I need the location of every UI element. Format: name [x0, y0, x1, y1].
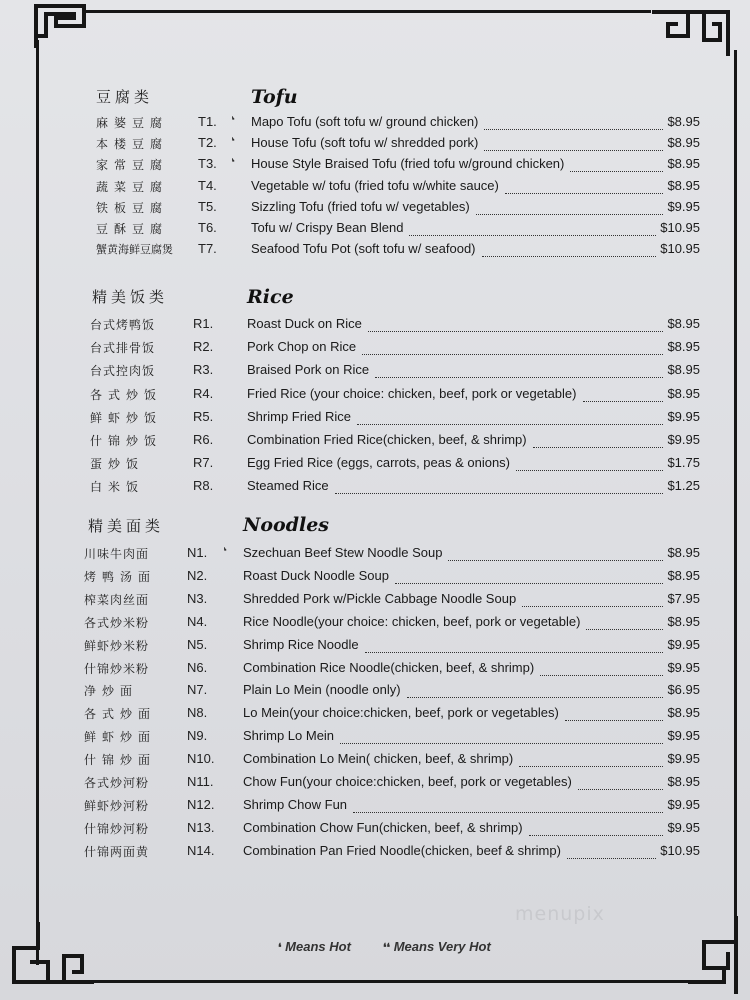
- legend-very-hot: [383, 939, 491, 954]
- leader-dots: [375, 376, 663, 378]
- menu-item: [0, 455, 750, 477]
- item-name: Combination Chow Fun(chicken, beef, & shrimp): [243, 819, 523, 835]
- hot-pepper-icon: ❛: [222, 545, 230, 559]
- item-code: R4.: [193, 385, 214, 401]
- item-name: Combination Rice Noodle(chicken, beef, & shrimp): [243, 659, 535, 675]
- item-code: N5.: [187, 636, 208, 652]
- leader-dots: [395, 582, 663, 584]
- item-price: $8.95: [667, 567, 700, 583]
- item-price: $8.95: [667, 339, 700, 355]
- item-price: $9.95: [667, 408, 700, 424]
- section-title-tofu: Tofu: [251, 86, 298, 108]
- item-name-cn: 什锦炒面: [84, 753, 157, 768]
- item-price: $8.95: [667, 774, 700, 789]
- item-name: Rice Noodle(your choice: chicken, beef, pork or vegetable): [243, 613, 581, 629]
- item-code: R3.: [193, 362, 214, 378]
- menu-item: [0, 545, 750, 567]
- item-name-cn: 台式排骨饭: [90, 341, 156, 356]
- item-name-cn: 什锦两面黄: [84, 844, 150, 859]
- item-code: N9.: [187, 728, 208, 744]
- item-price: $9.95: [667, 728, 700, 744]
- section-title-cn: 精美面类: [88, 517, 165, 535]
- item-code: R8.: [193, 478, 214, 494]
- item-name: Tofu w/ Crispy Bean Blend: [251, 220, 404, 235]
- item-code: N2.: [187, 567, 208, 583]
- item-name: Roast Duck Noodle Soup: [243, 567, 389, 583]
- section-title-noodles: Noodles: [243, 514, 330, 536]
- border-bottom: [86, 980, 706, 983]
- watermark: menupix: [515, 903, 605, 925]
- menu-item: [0, 241, 750, 263]
- item-name-cn: 各式炒饭: [90, 387, 163, 402]
- leader-dots: [409, 234, 656, 236]
- leader-dots: [484, 149, 663, 151]
- item-name: Roast Duck on Rice: [247, 316, 362, 331]
- item-name-cn: 白米饭: [90, 480, 145, 495]
- item-code: N10.: [187, 751, 215, 767]
- menu-item: [0, 316, 750, 338]
- item-name: Shrimp Rice Noodle: [243, 636, 359, 652]
- item-price: $8.95: [667, 135, 700, 151]
- item-code: N6.: [187, 659, 208, 675]
- item-code: N11.: [187, 774, 214, 789]
- item-name: Vegetable w/ tofu (fried tofu w/white sauce): [251, 177, 499, 193]
- item-name-cn: 铁板豆腐: [96, 200, 169, 215]
- leader-dots: [565, 719, 663, 721]
- leader-dots: [476, 213, 663, 215]
- item-name-cn: 蟹黄海鲜豆腐煲: [96, 243, 173, 257]
- item-price: $8.95: [667, 114, 700, 129]
- item-name-cn: 蔬菜豆腐: [96, 179, 169, 194]
- item-name-cn: 净炒面: [84, 684, 139, 699]
- item-code: T3.: [198, 156, 217, 172]
- item-price: $8.95: [667, 385, 700, 401]
- item-code: N3.: [187, 590, 208, 606]
- item-code: N14.: [187, 842, 215, 858]
- item-name: Combination Fried Rice(chicken, beef, & shrimp): [247, 432, 527, 447]
- item-price: $6.95: [667, 682, 700, 698]
- item-code: T2.: [198, 135, 217, 151]
- menu-item: [0, 637, 750, 659]
- menu-item: [0, 362, 750, 384]
- item-name: Lo Mein(your choice:chicken, beef, pork or vegetables): [243, 705, 559, 721]
- menu-item: [0, 478, 750, 500]
- legend-hot-label: Means Hot: [285, 939, 351, 954]
- leader-dots: [586, 628, 663, 630]
- item-name-cn: 蛋炒饭: [90, 457, 145, 472]
- leader-dots: [567, 857, 656, 859]
- item-code: N7.: [187, 682, 208, 698]
- item-code: T1.: [198, 114, 217, 129]
- leader-dots: [407, 696, 663, 698]
- leader-dots: [340, 742, 663, 744]
- item-name-cn: 榨菜肉丝面: [84, 592, 150, 607]
- menu-item: [0, 432, 750, 454]
- item-name: Mapo Tofu (soft tofu w/ ground chicken): [251, 114, 479, 129]
- menu-item: [0, 614, 750, 636]
- menu-item: [0, 728, 750, 750]
- leader-dots: [362, 353, 663, 355]
- section-title-rice: Rice: [247, 286, 294, 308]
- item-name-cn: 家常豆腐: [96, 158, 169, 173]
- item-name: Braised Pork on Rice: [247, 362, 370, 378]
- item-name-cn: 烤鸭汤面: [84, 569, 157, 584]
- item-price: $9.95: [667, 659, 700, 675]
- item-code: N1.: [187, 545, 208, 560]
- menu-item: [0, 682, 750, 704]
- item-name: Pork Chop on Rice: [247, 339, 357, 355]
- item-code: T5.: [198, 198, 217, 214]
- item-price: $7.95: [667, 590, 700, 606]
- item-name: Szechuan Beef Stew Noodle Soup: [243, 545, 443, 560]
- item-code: R2.: [193, 339, 214, 355]
- leader-dots: [448, 559, 663, 561]
- leader-dots: [578, 788, 663, 790]
- leader-dots: [368, 330, 663, 332]
- item-code: R1.: [193, 316, 214, 331]
- item-price: $8.95: [667, 362, 700, 378]
- item-name: House Tofu (soft tofu w/ shredded pork): [251, 135, 479, 151]
- leader-dots: [540, 674, 663, 676]
- item-price: $9.95: [667, 796, 700, 812]
- item-code: R5.: [193, 408, 214, 424]
- item-name-cn: 鲜虾炒河粉: [84, 798, 150, 813]
- item-name: Shredded Pork w/Pickle Cabbage Noodle Soup: [243, 590, 517, 606]
- hot-pepper-icon: ❛: [230, 157, 238, 170]
- leader-dots: [516, 469, 663, 471]
- hot-pepper-icon: ❛: [278, 942, 282, 954]
- item-name: House Style Braised Tofu (fried tofu w/ground chicken): [251, 156, 565, 172]
- item-name-cn: 豆酥豆腐: [96, 222, 169, 236]
- menu-item: [0, 705, 750, 727]
- menu-item: [0, 409, 750, 431]
- item-code: R7.: [193, 455, 214, 471]
- item-name-cn: 各式炒米粉: [84, 615, 150, 630]
- item-price: $8.95: [667, 156, 700, 172]
- leader-dots: [482, 255, 656, 257]
- item-name-cn: 台式烤鸭饭: [90, 318, 156, 332]
- menu-item: [0, 568, 750, 590]
- leader-dots: [353, 811, 663, 813]
- corner-ornament-top-left: [30, 0, 90, 50]
- item-name: Shrimp Fried Rice: [247, 408, 352, 424]
- section-title-cn: 豆腐类: [96, 88, 154, 106]
- leader-dots: [505, 192, 663, 194]
- menu-item: [0, 660, 750, 682]
- item-name-cn: 鲜虾炒米粉: [84, 638, 150, 653]
- section-title-cn: 精美饭类: [92, 288, 169, 306]
- item-name: Sizzling Tofu (fried tofu w/ vegetables): [251, 198, 470, 214]
- menu-item: [0, 774, 750, 796]
- item-name-cn: 川味牛肉面: [84, 547, 150, 561]
- menu-item: [0, 220, 750, 242]
- item-price: $8.95: [667, 545, 700, 560]
- leader-dots: [533, 446, 663, 448]
- item-code: N8.: [187, 705, 208, 721]
- item-price: $10.95: [660, 842, 700, 858]
- item-price: $8.95: [667, 177, 700, 193]
- menu-item: [0, 797, 750, 819]
- menu-item: [0, 386, 750, 408]
- item-name-cn: 台式控肉饭: [90, 364, 156, 379]
- item-price: $9.95: [667, 198, 700, 214]
- hot-pepper-icon: ❛: [230, 135, 238, 149]
- item-code: T4.: [198, 177, 217, 193]
- item-code: N13.: [187, 819, 215, 835]
- item-code: R6.: [193, 432, 214, 447]
- item-name-cn: 各式炒面: [84, 707, 157, 722]
- item-price: $10.95: [660, 220, 700, 235]
- item-price: $9.95: [667, 432, 700, 447]
- item-name-cn: 什锦炒河粉: [84, 821, 150, 836]
- menu-item: [0, 339, 750, 361]
- item-price: $1.75: [667, 455, 700, 471]
- legend-hot: [278, 939, 351, 954]
- legend-very-hot-label: Means Very Hot: [393, 939, 491, 954]
- item-name-cn: 鲜虾炒饭: [90, 410, 163, 425]
- item-name: Combination Pan Fried Noodle(chicken, beef & shrimp): [243, 842, 561, 858]
- menu-item: [0, 135, 750, 157]
- item-price: $1.25: [667, 478, 700, 494]
- item-price: $8.95: [667, 613, 700, 629]
- border-top: [86, 10, 651, 13]
- menu-item: [0, 751, 750, 773]
- corner-ornament-bottom-left: [8, 918, 98, 998]
- leader-dots: [365, 651, 663, 653]
- item-price: $10.95: [660, 241, 700, 257]
- leader-dots: [583, 400, 663, 402]
- item-name-cn: 麻婆豆腐: [96, 116, 169, 130]
- leader-dots: [522, 605, 663, 607]
- menu-item: [0, 178, 750, 200]
- leader-dots: [519, 765, 663, 767]
- leader-dots: [529, 834, 663, 836]
- item-name-cn: 各式炒河粉: [84, 776, 150, 790]
- item-name-cn: 本楼豆腐: [96, 137, 169, 152]
- item-name: Chow Fun(your choice:chicken, beef, pork or vegetables): [243, 774, 572, 789]
- item-name-cn: 什锦炒米粉: [84, 661, 150, 676]
- leader-dots: [335, 492, 663, 494]
- item-name: Fried Rice (your choice: chicken, beef, pork or vegetable): [247, 385, 577, 401]
- item-name: Egg Fried Rice (eggs, carrots, peas & onions): [247, 455, 511, 471]
- item-name: Shrimp Lo Mein: [243, 728, 335, 744]
- menu-item: [0, 591, 750, 613]
- item-price: $8.95: [667, 316, 700, 331]
- item-code: T6.: [198, 220, 217, 235]
- item-price: $8.95: [667, 705, 700, 721]
- menu-item: [0, 199, 750, 221]
- leader-dots: [484, 128, 663, 130]
- item-code: T7.: [198, 241, 217, 257]
- item-name: Plain Lo Mein (noodle only): [243, 682, 401, 698]
- leader-dots: [570, 170, 663, 172]
- item-name-cn: 鲜虾炒面: [84, 730, 157, 745]
- item-name: Combination Lo Mein( chicken, beef, & shrimp): [243, 751, 514, 767]
- item-name: Seafood Tofu Pot (soft tofu w/ seafood): [251, 241, 476, 257]
- menu-item: [0, 820, 750, 842]
- item-price: $9.95: [667, 819, 700, 835]
- leader-dots: [357, 423, 663, 425]
- item-price: $9.95: [667, 636, 700, 652]
- corner-ornament-top-right: [648, 0, 748, 60]
- menu-item: [0, 843, 750, 865]
- item-code: N4.: [187, 613, 208, 629]
- menu-item: [0, 156, 750, 178]
- very-hot-pepper-icon: ❛❛: [383, 942, 391, 954]
- item-name: Steamed Rice: [247, 478, 329, 494]
- item-name: Shrimp Chow Fun: [243, 796, 348, 812]
- item-price: $9.95: [667, 751, 700, 767]
- menu-item: [0, 114, 750, 136]
- corner-ornament-bottom-right: [684, 912, 750, 998]
- item-code: N12.: [187, 796, 215, 812]
- hot-pepper-icon: ❛: [230, 114, 238, 128]
- item-name-cn: 什锦炒饭: [90, 434, 163, 448]
